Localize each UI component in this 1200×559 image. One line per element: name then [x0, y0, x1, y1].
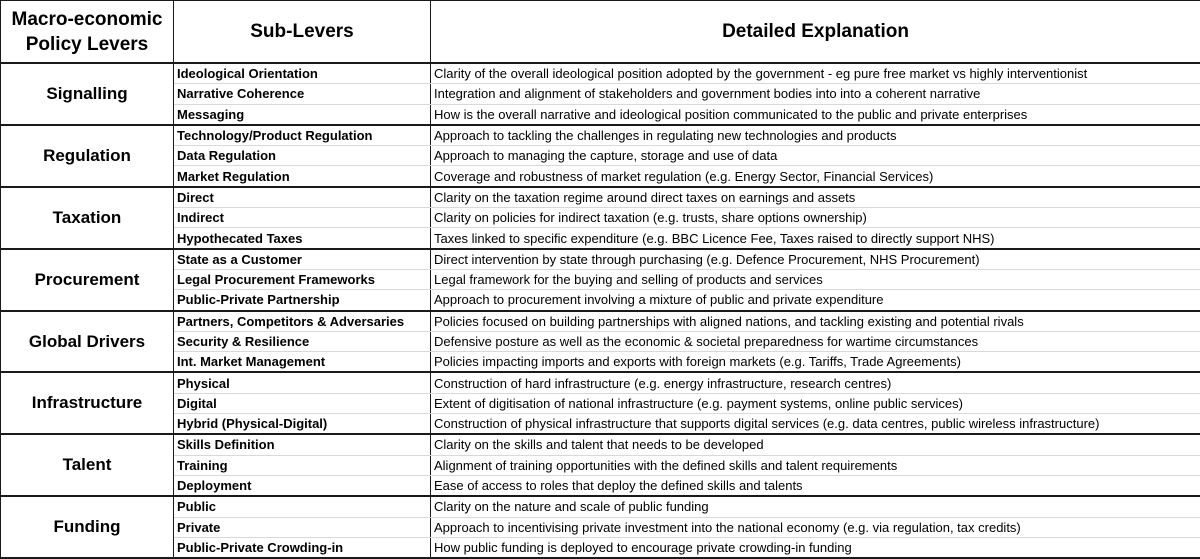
explanation-cell: Direct intervention by state through purchasing (e.g. Defence Procurement, NHS Procurement) [431, 249, 1200, 270]
table-row [1, 331, 1200, 351]
explanation-cell: Approach to incentivising private investment into the national economy (e.g. via regulation, tax credits) [431, 517, 1200, 537]
table-row [1, 290, 1200, 311]
sub-lever-cell: Indirect [174, 208, 431, 228]
table-row [1, 104, 1200, 125]
table-row [1, 517, 1200, 537]
table-row [1, 166, 1200, 187]
table-row [1, 63, 1200, 84]
explanation-cell: Coverage and robustness of market regulation (e.g. Energy Sector, Financial Services) [431, 166, 1200, 187]
explanation-cell: Integration and alignment of stakeholders and government bodies into into a coherent narrative [431, 84, 1200, 104]
table-row [1, 372, 1200, 393]
table-row [1, 228, 1200, 249]
table-row [1, 393, 1200, 413]
explanation-cell: Legal framework for the buying and selling of products and services [431, 269, 1200, 289]
sub-lever-cell: Public-Private Partnership [174, 290, 431, 311]
sub-lever-cell: Market Regulation [174, 166, 431, 187]
sub-lever-cell: State as a Customer [174, 249, 431, 270]
sub-lever-cell: Partners, Competitors & Adversaries [174, 311, 431, 332]
sub-lever-cell: Legal Procurement Frameworks [174, 269, 431, 289]
sub-lever-cell: Int. Market Management [174, 352, 431, 373]
sub-lever-cell: Messaging [174, 104, 431, 125]
explanation-cell: Clarity on the taxation regime around direct taxes on earnings and assets [431, 187, 1200, 208]
policy-lever-cell: Regulation [1, 125, 174, 187]
table-row [1, 208, 1200, 228]
table-row [1, 414, 1200, 435]
sub-lever-cell: Hypothecated Taxes [174, 228, 431, 249]
table-row [1, 187, 1200, 208]
policy-lever-cell: Talent [1, 434, 174, 496]
explanation-cell: How public funding is deployed to encourage private crowding-in funding [431, 537, 1200, 558]
header-detailed-explanation: Detailed Explanation [431, 1, 1200, 64]
explanation-cell: Ease of access to roles that deploy the defined skills and talents [431, 475, 1200, 496]
policy-lever-cell: Signalling [1, 63, 174, 125]
explanation-cell: Construction of physical infrastructure that supports digital services (e.g. data centres, public wireless infrastructure) [431, 414, 1200, 435]
table-body [1, 63, 1200, 558]
table-row [1, 249, 1200, 270]
table-row [1, 84, 1200, 104]
sub-lever-cell: Narrative Coherence [174, 84, 431, 104]
table-row [1, 146, 1200, 166]
explanation-cell: Policies focused on building partnerships with aligned nations, and tackling existing and potential rivals [431, 311, 1200, 332]
explanation-cell: Taxes linked to specific expenditure (e.g. BBC Licence Fee, Taxes raised to directly support NHS) [431, 228, 1200, 249]
header-row [1, 1, 1200, 64]
table-row [1, 455, 1200, 475]
explanation-cell: Defensive posture as well as the economic & societal preparedness for wartime circumstances [431, 331, 1200, 351]
sub-lever-cell: Physical [174, 372, 431, 393]
table-row [1, 269, 1200, 289]
policy-lever-cell: Procurement [1, 249, 174, 311]
explanation-cell: Clarity on policies for indirect taxation (e.g. trusts, share options ownership) [431, 208, 1200, 228]
sub-lever-cell: Skills Definition [174, 434, 431, 455]
explanation-cell: Approach to procurement involving a mixture of public and private expenditure [431, 290, 1200, 311]
explanation-cell: How is the overall narrative and ideological position communicated to the public and private enterprises [431, 104, 1200, 125]
sub-lever-cell: Deployment [174, 475, 431, 496]
table-row [1, 434, 1200, 455]
explanation-cell: Clarity on the skills and talent that needs to be developed [431, 434, 1200, 455]
table-row [1, 352, 1200, 373]
table-row [1, 475, 1200, 496]
table-row [1, 125, 1200, 146]
explanation-cell: Approach to managing the capture, storage and use of data [431, 146, 1200, 166]
header-sub-levers: Sub-Levers [174, 1, 431, 64]
explanation-cell: Approach to tackling the challenges in regulating new technologies and products [431, 125, 1200, 146]
sub-lever-cell: Public-Private Crowding-in [174, 537, 431, 558]
sub-lever-cell: Training [174, 455, 431, 475]
policy-lever-cell: Infrastructure [1, 372, 174, 434]
sub-lever-cell: Data Regulation [174, 146, 431, 166]
sub-lever-cell: Ideological Orientation [174, 63, 431, 84]
sub-lever-cell: Hybrid (Physical-Digital) [174, 414, 431, 435]
explanation-cell: Construction of hard infrastructure (e.g. energy infrastructure, research centres) [431, 372, 1200, 393]
table-row [1, 496, 1200, 517]
header-policy-levers: Macro-economic Policy Levers [1, 1, 174, 64]
sub-lever-cell: Public [174, 496, 431, 517]
explanation-cell: Extent of digitisation of national infrastructure (e.g. payment systems, online public services) [431, 393, 1200, 413]
sub-lever-cell: Digital [174, 393, 431, 413]
sub-lever-cell: Technology/Product Regulation [174, 125, 431, 146]
policy-lever-cell: Global Drivers [1, 311, 174, 373]
sub-lever-cell: Security & Resilience [174, 331, 431, 351]
explanation-cell: Policies impacting imports and exports with foreign markets (e.g. Tariffs, Trade Agreements) [431, 352, 1200, 373]
policy-lever-cell: Funding [1, 496, 174, 558]
policy-lever-cell: Taxation [1, 187, 174, 249]
explanation-cell: Alignment of training opportunities with the defined skills and talent requirements [431, 455, 1200, 475]
explanation-cell: Clarity on the nature and scale of public funding [431, 496, 1200, 517]
table-row [1, 537, 1200, 558]
sub-lever-cell: Private [174, 517, 431, 537]
table-row [1, 311, 1200, 332]
sub-lever-cell: Direct [174, 187, 431, 208]
explanation-cell: Clarity of the overall ideological position adopted by the government - eg pure free market vs highly interventionist [431, 63, 1200, 84]
